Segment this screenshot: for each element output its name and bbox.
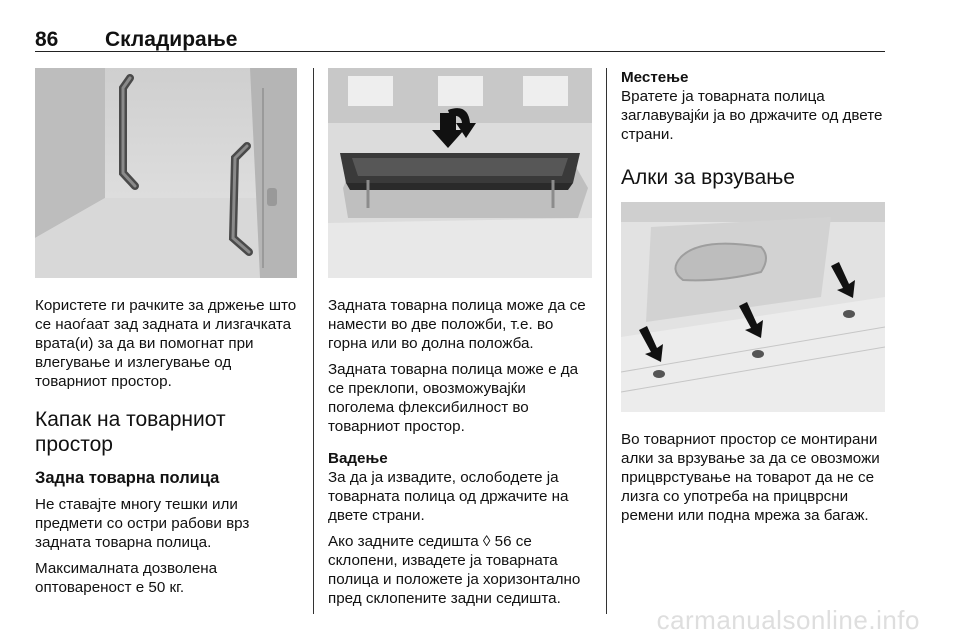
shelf-positions-paragraph: Задната товарна полица може да се намести во две положби, т.е. во горна или во долна положба. bbox=[328, 297, 586, 352]
handles-paragraph: Користете ги рачките за држење што се наоѓаат зад задната и лизгачката врата(и) за да ви помогнат при влегување и излегување од товарниот простор. bbox=[35, 297, 297, 390]
header-divider bbox=[35, 51, 885, 52]
lashing-eyes-illustration bbox=[621, 202, 885, 412]
removal-heading: Вадење bbox=[328, 450, 388, 467]
watermark: carmanualsonline.info bbox=[656, 605, 920, 635]
max-load-paragraph: Максималната дозволена оптовареност е 50 кг. bbox=[35, 560, 218, 596]
column-2 bbox=[328, 68, 592, 615]
column-1 bbox=[35, 68, 297, 604]
section-title: Складирање bbox=[105, 28, 238, 51]
rear-shelf-illustration bbox=[328, 68, 592, 278]
cargo-cover-heading: Капак на товарниот простор bbox=[35, 408, 226, 456]
folded-seats-text-start: Ако задните седишта bbox=[328, 533, 483, 550]
column-divider-2 bbox=[606, 68, 607, 614]
lashing-eyes-paragraph: Во товарниот простор се монтирани алки за врзување за да се овозможи прицврстување на товарот да не се лизга со употреба на прицврсни ремени или подна мрежа за багаж. bbox=[621, 431, 880, 524]
folded-seats-paragraph bbox=[328, 532, 592, 608]
heavy-objects-paragraph: Не ставајте многу тешки или предмети со остри рабови врз задната товарна полица. bbox=[35, 496, 250, 551]
lashing-eyes-heading: Алки за врзување bbox=[621, 166, 795, 189]
fitting-heading: Местење bbox=[621, 69, 689, 86]
grab-handles-illustration bbox=[35, 68, 297, 278]
page-number: 86 bbox=[35, 28, 59, 51]
fitting-paragraph: Вратете ја товарната полица заглавувајќи ја во држачите од двете страни. bbox=[621, 88, 883, 143]
column-divider-1 bbox=[313, 68, 314, 614]
shelf-fold-paragraph: Задната товарна полица може е да се преклопи, овозможувајќи поголема флексибилност во товарниот простор. bbox=[328, 361, 579, 435]
folded-seats-text-end: 56 се склопени, извадете ја товарната полица и положете ја хоризонтално пред склопените задни седишта. bbox=[328, 533, 581, 607]
page-reference-icon[interactable]: ◊ bbox=[482, 533, 491, 550]
column-3 bbox=[621, 68, 885, 532]
removal-paragraph: За да ја извадите, ослободете ја товарната полица од држачите на двете страни. bbox=[328, 469, 569, 524]
page-header bbox=[35, 28, 885, 50]
rear-shelf-subheading: Задна товарна полица bbox=[35, 469, 220, 487]
